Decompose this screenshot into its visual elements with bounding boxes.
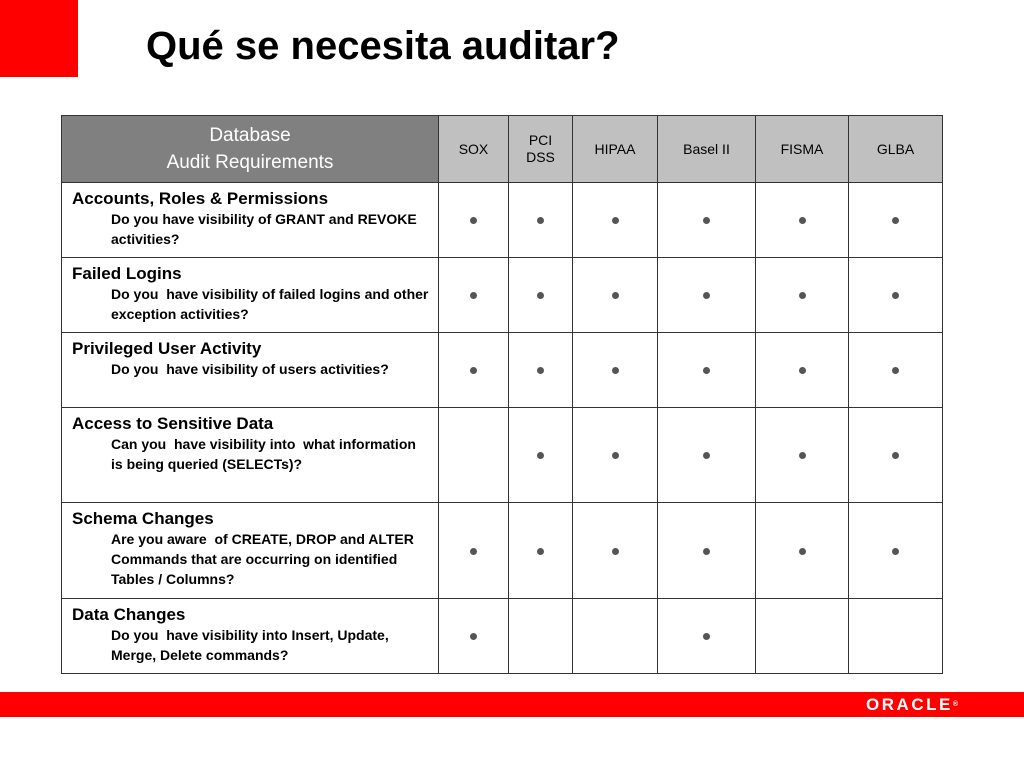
bullet-dot-icon [892,292,899,299]
requirement-question: Are you aware of CREATE, DROP and ALTER Commands that are occurring on identified Tables / Columns? [111,531,418,587]
compliance-cell [849,183,943,258]
column-header-pci-dss [509,116,573,183]
requirement-cell [62,503,439,599]
requirement-question: Do you have visibility of users activities? [111,361,389,377]
compliance-cell [849,408,943,503]
corner-accent-square [0,0,78,77]
compliance-cell [756,503,849,599]
column-header-glba [849,116,943,183]
compliance-cell [756,183,849,258]
bullet-dot-icon [612,452,619,459]
compliance-cell [658,183,756,258]
bullet-dot-icon [612,217,619,224]
bullet-dot-icon [703,452,710,459]
table-row [62,599,943,674]
compliance-cell [509,258,573,333]
compliance-cell [439,183,509,258]
oracle-logo-text: ORACLE [866,695,953,714]
column-header-line1: Basel II [683,140,730,157]
bullet-dot-icon [612,292,619,299]
slide-title: Qué se necesita auditar? [146,24,620,68]
compliance-cell [756,599,849,674]
bullet-dot-icon [612,548,619,555]
requirement-title: Accounts, Roles & Permissions [72,189,329,208]
requirement-cell [62,183,439,258]
column-header-line1: SOX [458,140,489,157]
compliance-cell [573,503,658,599]
compliance-cell [658,258,756,333]
table-row [62,503,943,599]
compliance-cell [573,258,658,333]
compliance-cell [756,258,849,333]
requirement-cell [62,333,439,408]
compliance-cell [849,503,943,599]
column-header-hipaa [573,116,658,183]
column-header-line1: FISMA [780,140,824,157]
compliance-cell [573,333,658,408]
table-row [62,333,943,408]
compliance-cell [849,333,943,408]
requirement-title: Data Changes [72,605,186,624]
bullet-dot-icon [799,217,806,224]
bullet-dot-icon [892,548,899,555]
column-header-line1: HIPAA [594,140,636,157]
compliance-cell [439,258,509,333]
requirement-question: Do you have visibility of failed logins and other exception activities? [111,286,433,322]
requirement-cell [62,408,439,503]
column-header-line1: PCI [528,132,553,148]
compliance-cell [756,408,849,503]
compliance-cell [439,333,509,408]
column-header-basel-ii [658,116,756,183]
bullet-dot-icon [470,217,477,224]
bullet-dot-icon [470,367,477,374]
bullet-dot-icon [799,292,806,299]
audit-requirements-table [61,115,943,674]
requirements-column-header [62,116,439,183]
bullet-dot-icon [470,633,477,640]
table-row [62,408,943,503]
bullet-dot-icon [799,548,806,555]
requirements-header-line2: Audit Requirements [166,152,334,173]
column-header-line1: GLBA [876,140,915,157]
bullet-dot-icon [703,367,710,374]
requirement-title: Failed Logins [72,264,182,283]
compliance-cell [849,599,943,674]
compliance-cell [573,408,658,503]
registered-mark: ® [952,701,958,708]
table-row [62,183,943,258]
requirement-question: Do you have visibility into Insert, Update, Merge, Delete commands? [111,627,393,663]
compliance-cell [439,599,509,674]
requirement-cell [62,258,439,333]
compliance-cell [573,183,658,258]
bullet-dot-icon [892,367,899,374]
compliance-cell [509,183,573,258]
compliance-cell [849,258,943,333]
requirement-question: Can you have visibility into what information is being queried (SELECTs)? [111,436,420,472]
compliance-cell [756,333,849,408]
requirement-cell [62,599,439,674]
bullet-dot-icon [537,292,544,299]
bullet-dot-icon [537,452,544,459]
table-header-row [62,116,943,183]
compliance-cell [439,503,509,599]
bullet-dot-icon [703,217,710,224]
table-body [62,183,943,674]
bullet-dot-icon [892,452,899,459]
requirements-header-line1: Database [209,125,291,146]
compliance-cell [658,408,756,503]
bullet-dot-icon [537,367,544,374]
bullet-dot-icon [537,217,544,224]
bullet-dot-icon [703,548,710,555]
requirement-question: Do you have visibility of GRANT and REVOKE activities? [111,211,421,247]
compliance-cell [658,503,756,599]
bullet-dot-icon [612,367,619,374]
compliance-cell [439,408,509,503]
column-header-line2: DSS [526,149,555,165]
footer-bar [0,692,1024,717]
requirement-title: Access to Sensitive Data [72,414,274,433]
compliance-cell [509,599,573,674]
requirement-title: Privileged User Activity [72,339,262,358]
compliance-cell [573,599,658,674]
bullet-dot-icon [799,367,806,374]
compliance-cell [509,333,573,408]
bullet-dot-icon [470,292,477,299]
table-row [62,258,943,333]
bullet-dot-icon [537,548,544,555]
bullet-dot-icon [799,452,806,459]
bullet-dot-icon [703,633,710,640]
bullet-dot-icon [470,548,477,555]
compliance-cell [658,333,756,408]
compliance-cell [658,599,756,674]
column-header-sox [439,116,509,183]
compliance-cell [509,408,573,503]
bullet-dot-icon [892,217,899,224]
column-header-fisma [756,116,849,183]
bullet-dot-icon [703,292,710,299]
oracle-logo [866,696,958,713]
compliance-cell [509,503,573,599]
requirement-title: Schema Changes [72,509,214,528]
